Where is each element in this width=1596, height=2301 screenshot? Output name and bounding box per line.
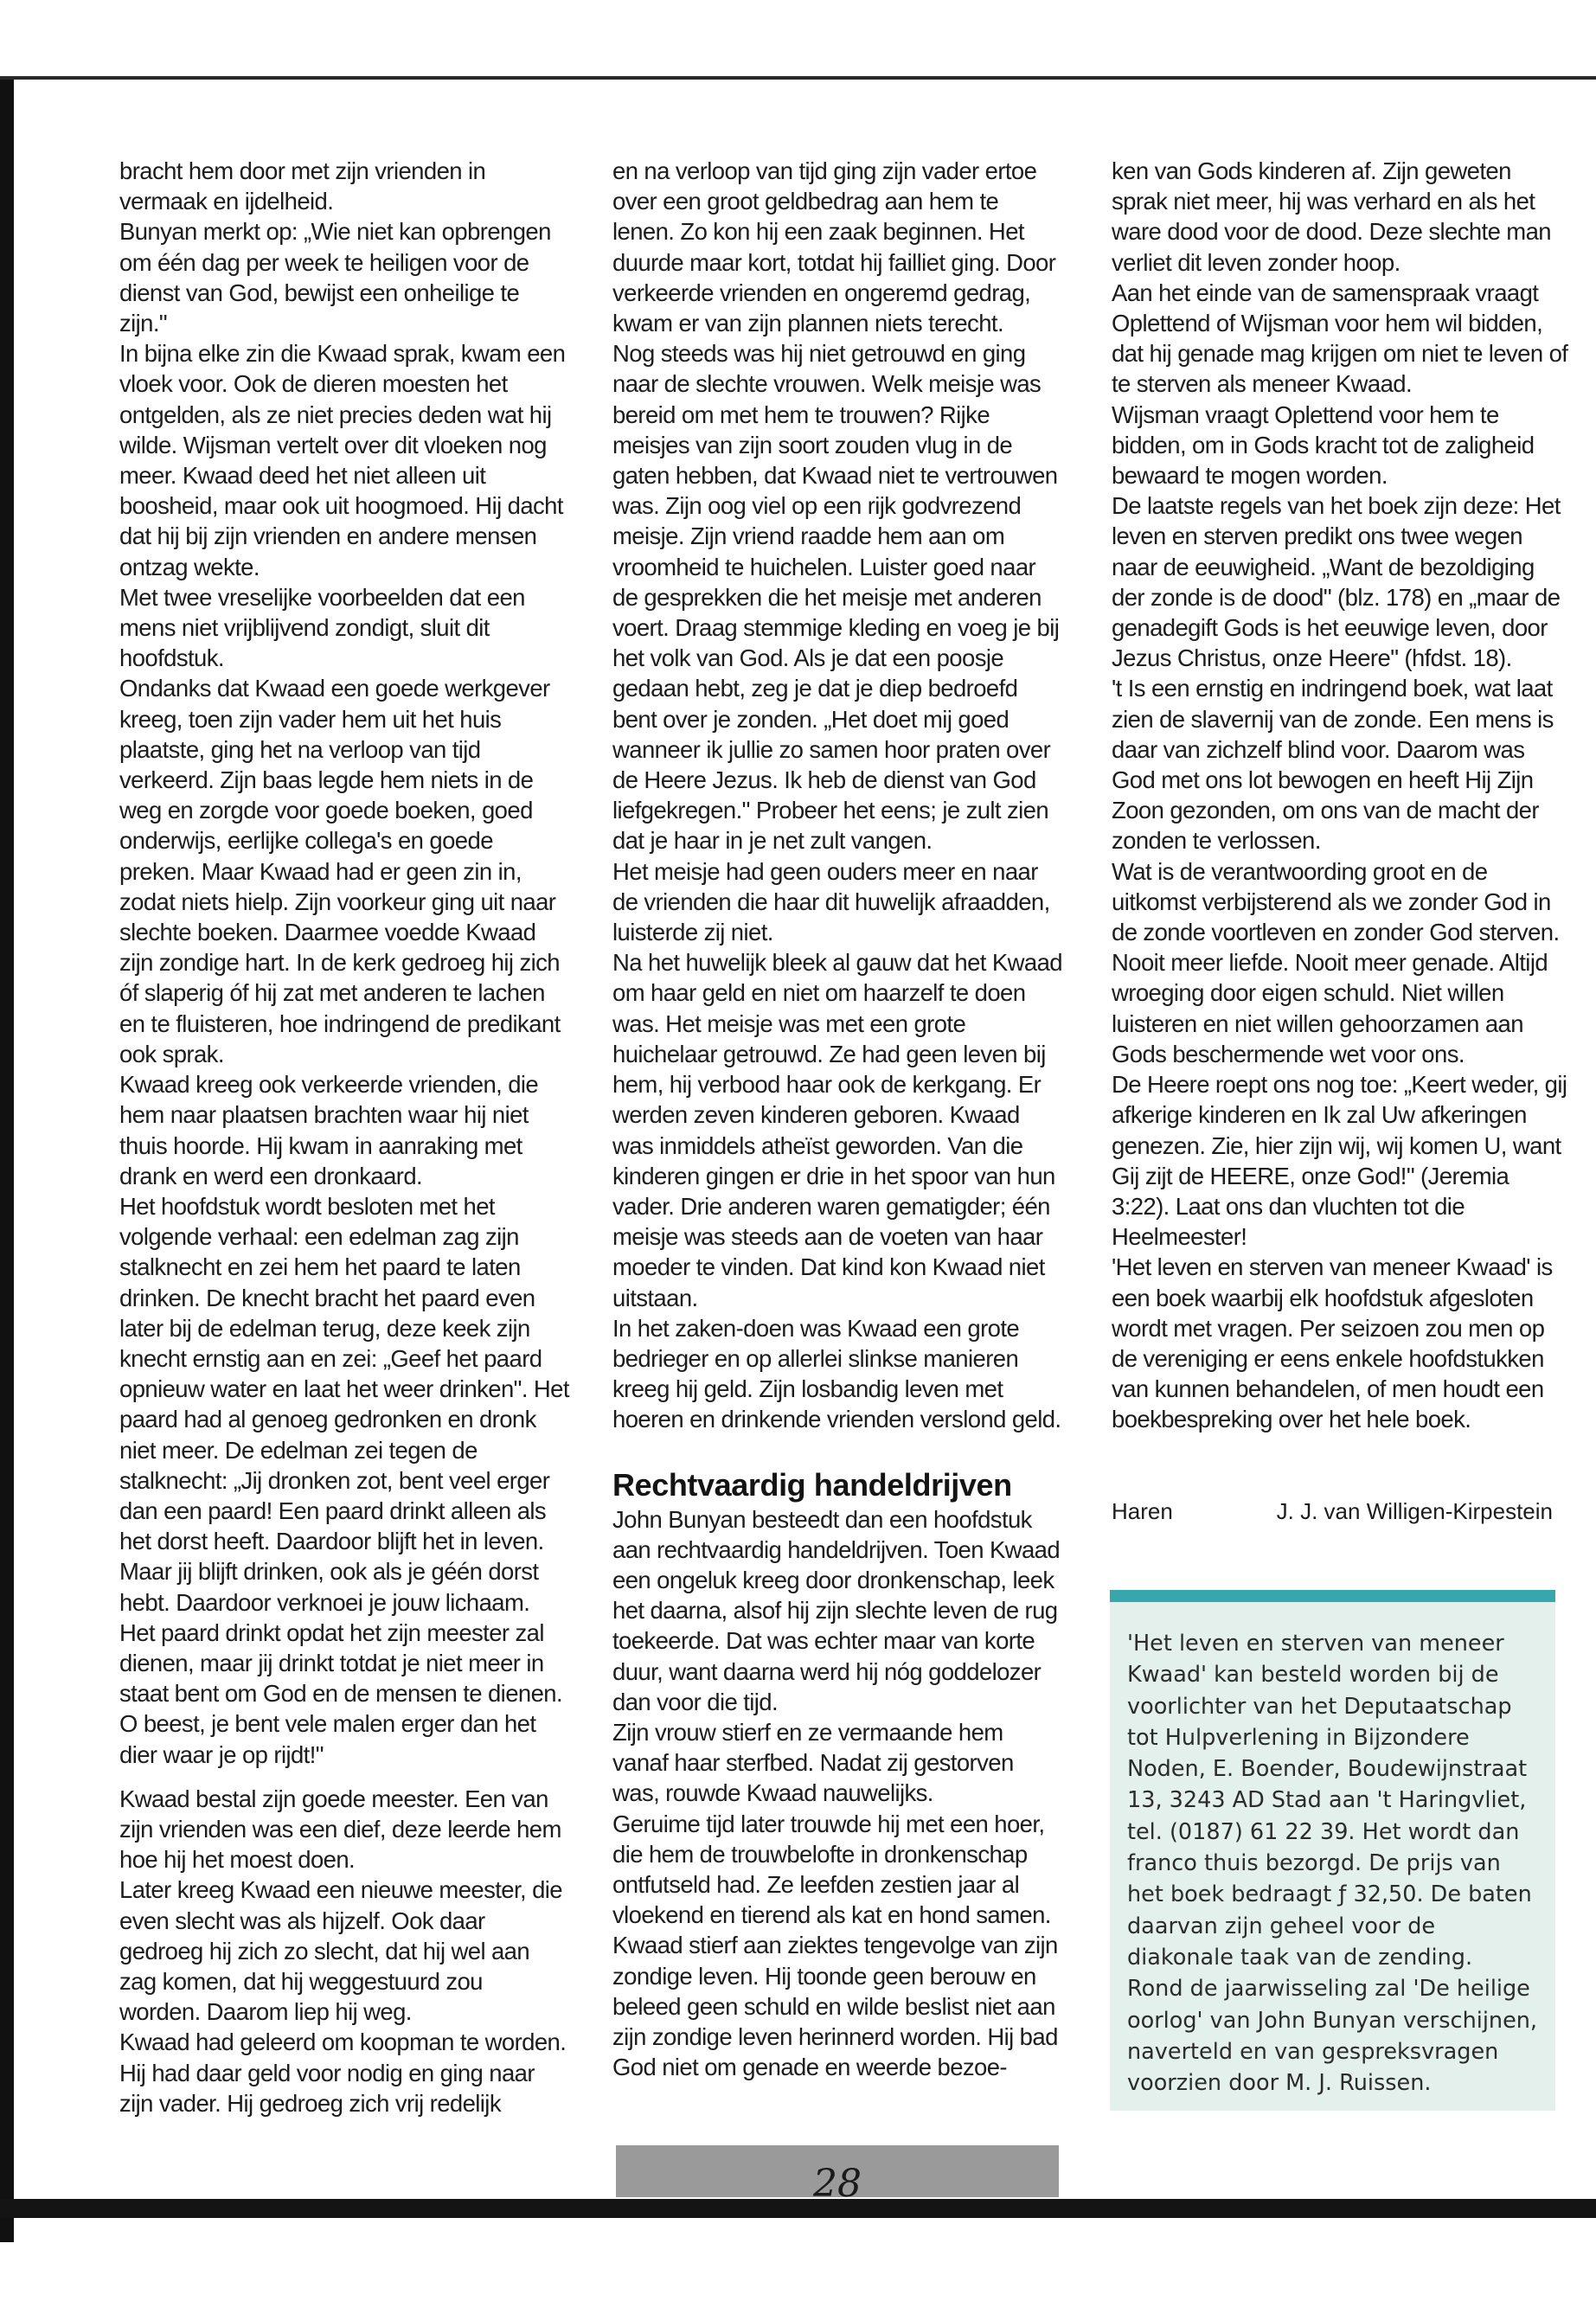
scan-top-border [0, 76, 1596, 80]
paragraph: Zijn vrouw stierf en ze vermaande hem vanaf haar sterfbed. Nadat zij gestorven was, rouwde Kwaad nauwelijks. [612, 1718, 1014, 1807]
paragraph: ken van Gods kinderen af. Zijn geweten sprak niet meer, hij was verhard en als het ware dood voor de dood. Deze slechte man verliet dit leven zonder hoop. [1112, 157, 1551, 276]
paragraph: Kwaad had geleerd om koopman te worden. Hij had daar geld voor nodig en ging naar zijn vader. Hij gedroeg zich vrij redelijk [119, 2029, 567, 2117]
signature-place: Haren [1112, 1498, 1173, 1524]
paragraph: en na verloop van tijd ging zijn vader ertoe over een groot geldbedrag aan hem te lenen. Zo kon hij een zaak beginnen. Het duurde maar kort, totdat hij failliet ging. Door verkeerde vrienden en ongeremd gedrag, kwam er van zijn plannen niets terecht. [612, 157, 1056, 337]
paragraph: Het hoofdstuk wordt besloten met het volgende verhaal: een edelman zag zijn stalknecht en zei hem het paard te laten drinken. De knecht bracht het paard even later bij de edelman terug, deze keek zijn knecht ernstig aan en zei: „Geef het paard opnieuw water en laat het weer drinken". Het paard had al genoeg gedronken en dronk niet meer. De edelman zei tegen de stalknecht: „Jij dronken zot, bent veel erger dan een paard! Een paard drinkt alleen als het dorst heeft. Daardoor blijft het in leven. Maar jij blijft drinken, ook als je géén dorst hebt. Daardoor verknoei je jouw lichaam. Het paard drinkt opdat het zijn meester zal dienen, maar jij drinkt totdat je niet meer in staat bent om God en de mensen te dienen. O beest, je bent vele malen erger dan het dier waar je op rijdt!" [119, 1192, 569, 1768]
paragraph: Wat is de verantwoording groot en de uitkomst verbijsterend als we zonder God in de zonde voortleven en zonder God sterven. Nooit meer liefde. Nooit meer genade. Altijd wroeging door eigen schuld. Niet willen luisteren en niet willen gehoorzamen aan Gods beschermende wet voor ons. [1112, 857, 1560, 1067]
paragraph: Wijsman vraagt Oplettend voor hem te bidden, om in Gods kracht tot de zaligheid bewaard te mogen worden. [1112, 401, 1535, 490]
paragraph: Het meisje had geen ouders meer en naar de vrienden die haar dit huwelijk afraadden, luisterde zij niet. [612, 857, 1050, 946]
paragraph: Kwaad bestal zijn goede meester. Een van zijn vrienden was een dief, deze leerde hem hoe hij het moest doen. [119, 1785, 561, 1874]
paragraph: Na het huwelijk bleek al gauw dat het Kwaad om haar geld en niet om haarzelf te doen was. Het meisje was met een grote huichelaar getrouwd. Ze had geen leven bij hem, hij verbood haar ook de kerkgang. Er werden zeven kinderen geboren. Kwaad was inmiddels atheïst geworden. Van die kinderen gingen er drie in het spoor van hun vader. Drie anderen waren gematigder; één meisje was steeds aan de voeten van haar moeder te vinden. Dat kind kon Kwaad niet uitstaan. [612, 949, 1062, 1311]
scan-left-border [0, 80, 14, 2242]
paragraph: In het zaken-doen was Kwaad een grote bedrieger en op allerlei slinkse manieren kreeg hij geld. Zijn losbandig leven met hoeren en drinkende vrienden verslond geld. [612, 1314, 1061, 1433]
paragraph: De Heere roept ons nog toe: „Keert weder, gij afkerige kinderen en Ik zal Uw afkeringen genezen. Zie, hier zijn wij, wij komen U, want Gij zijt de HEERE, onze God!" (Jeremia 3:22). Laat ons dan vluchten tot die Heelmeester! [1112, 1071, 1567, 1251]
paragraph: De laatste regels van het boek zijn deze: Het leven en sterven predikt ons twee wegen naar de eeuwigheid. „Want de bezoldiging der zonde is de dood" (blz. 178) en „maar de genadegift Gods is het eeuwige leven, door Jezus Christus, onze Heere" (hfdst. 18). [1112, 492, 1561, 672]
paragraph: In bijna elke zin die Kwaad sprak, kwam een vloek voor. Ook de dieren moesten het ontgelden, als ze niet precies deden wat hij wilde. Wijsman vertelt over dit vloeken nog meer. Kwaad deed het niet alleen uit boosheid, maar ook uit hoogmoed. Hij dacht dat hij bij zijn vrienden en andere mensen ontzag wekte. [119, 340, 566, 580]
page-footer-bar [616, 2145, 1059, 2206]
order-info-box [1110, 1590, 1555, 2111]
article-column-1 [119, 156, 569, 2118]
paragraph: Met twee vreselijke voorbeelden dat een mens niet vrijblijvend zondigt, sluit dit hoofdstuk. [119, 583, 525, 672]
paragraph: Bunyan merkt op: „Wie niet kan opbrengen om één dag per week te heiligen voor de dienst van God, bewijst een onheilige te zijn." [119, 218, 551, 337]
page-number: 28 [813, 2162, 862, 2206]
paragraph: Later kreeg Kwaad een nieuwe meester, die even slecht was als hijzelf. Ook daar gedroeg hij zich zo slecht, dat hij wel aan zag komen, dat hij weggestuurd zou worden. Daarom liep hij weg. [119, 1876, 562, 2026]
section-heading: Rechtvaardig handeldrijven [612, 1466, 1012, 1503]
article-column-3 [1112, 156, 1570, 1435]
article-column-2 [612, 156, 1062, 2082]
paragraph: John Bunyan besteedt dan een hoofdstuk aan rechtvaardig handeldrijven. Toen Kwaad een ongeluk kreeg door dronkenschap, leek het daarna, alsof hij zijn slechte leven de rug toekeerde. Dat was echter maar van korte duur, want daarna werd hij nóg goddelozer dan voor die tijd. [612, 1505, 1061, 1715]
info-paragraph: Rond de jaarwisseling zal 'De heilige oorlog' van John Bunyan verschijnen, naverteld en van gespreksvragen voorzien door M. J. Ruissen. [1127, 1976, 1538, 2097]
paragraph: Aan het einde van de samenspraak vraagt Oplettend of Wijsman voor hem wil bidden, dat hij genade mag krijgen om niet te leven of te sterven als meneer Kwaad. [1112, 279, 1568, 398]
paragraph: Ondanks dat Kwaad een goede werkgever kreeg, toen zijn vader hem uit het huis plaatste, ging het na verloop van tijd verkeerd. Zijn baas legde hem niets in de weg en zorgde voor goede boeken, goed onderwijs, eerlijke collega's en goede preken. Maar Kwaad had er geen zin in, zodat niets hielp. Zijn voorkeur ging uit naar slechte boeken. Daarmee voedde Kwaad zijn zondige hart. In de kerk gedroeg hij zich óf slaperig óf hij zat met anderen te lachen en te fluisteren, hoe indringend de predikant ook sprak. [119, 675, 561, 1067]
info-paragraph: 'Het leven en sterven van meneer Kwaad' kan besteld worden bij de voorlichter van het Deputaatschap tot Hulpverlening in Bijzondere Noden, E. Boender, Boudewijnstraat 13, 3243 AD Stad aan 't Haringvliet, tel. (0187) 61 22 39. Het wordt dan franco thuis bezorgd. De prijs van het boek bedraagt ƒ 32,50. De baten daarvan zijn geheel voor de diakonale taak van de zending. [1127, 1631, 1532, 1971]
paragraph: Geruime tijd later trouwde hij met een hoer, die hem de trouwbelofte in dronkenschap ontfutseld had. Ze leefden zestien jaar al vloekend en tierend als kat en hond samen. Kwaad stierf aan ziektes tengevolge van zijn zondige leven. Hij toonde geen berouw en beleed geen schuld en wilde beslist niet aan zijn zondige leven herinnerd worden. Hij bad God niet om genade en weerde bezoe- [612, 1810, 1058, 2081]
paragraph: Kwaad kreeg ook verkeerde vrienden, die hem naar plaatsen brachten waar hij niet thuis hoorde. Hij kwam in aanraking met drank en werd een dronkaard. [119, 1071, 539, 1189]
paragraph: Nog steeds was hij niet getrouwd en ging naar de slechte vrouwen. Welk meisje was bereid om met hem te trouwen? Rijke meisjes van zijn soort zouden vlug in de gaten hebben, dat Kwaad niet te vertrouwen was. Zijn oog viel op een rijk godvrezend meisje. Zijn vriend raadde hem aan om vroomheid te huichelen. Luister goed naar de gesprekken die het meisje met anderen voert. Draag stemmige kleding en voeg je bij het volk van God. Als je dat een poosje gedaan hebt, zeg je dat je diep bedroefd bent over je zonden. „Het doet mij goed wanneer ik jullie zo samen hoor praten over de Heere Jezus. Ik heb de dienst van God liefgekregen." Probeer het eens; je zult zien dat je haar in je net zult vangen. [612, 340, 1060, 855]
signature-author: J. J. van Willigen-Kirpestein [1276, 1498, 1553, 1524]
paragraph: bracht hem door met zijn vrienden in vermaak en ijdelheid. [119, 157, 486, 215]
paragraph: 't Is een ernstig en indringend boek, wat laat zien de slavernij van de zonde. Een mens is daar van zichzelf blind voor. Daarom was God met ons lot bewogen en heeft Hij Zijn Zoon gezonden, om ons van de macht der zonden te verlossen. [1112, 675, 1554, 855]
paragraph: 'Het leven en sterven van meneer Kwaad' is een boek waarbij elk hoofdstuk afgesloten wordt met vragen. Per seizoen zou men op de vereniging er eens enkele hoofdstukken van kunnen behandelen, of men houdt een boekbespreking over het hele boek. [1112, 1253, 1553, 1433]
author-signature [1112, 1497, 1553, 1526]
